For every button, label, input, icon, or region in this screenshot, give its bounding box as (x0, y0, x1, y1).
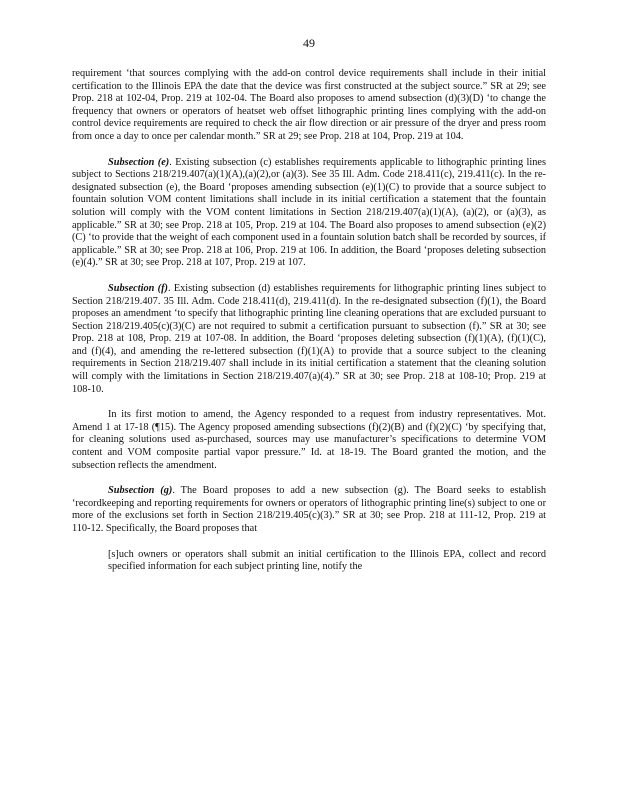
paragraph-text: . Existing subsection (d) establishes requirements for lithographic printing lines subject to Section 218/219.407. 35 Ill. Adm. Code 218.411(d), 219.411(d). In the re-designated subsection (f)(1), the Board proposes an amendment ‘to specify that lithographic printing line cleaning operations that are excluded pursuant to Section 218/219.405(c)(3)(C) are not required to submit a certification pursuant to subsection (f).” SR at 30; see Prop. 218 at 108, Prop. 219 at 107-08. In addition, the Board ‘proposes deleting subsection (f)(1)(A), (f)(1)(C), and (f)(4), and amending the re-lettered subsection (f)(1)(A) to provide that a source subject to the cleaning requirements in Section 218/219.407 shall include in its initial certification a statement that the cleaning solution will comply with the limitations in Section 218/219.407(a)(4).” SR at 30; see Prop. 218 at 108-10; Prop. 219 at 108-10. (72, 282, 546, 395)
paragraph-1 (72, 68, 546, 144)
paragraph-text: requirement ‘that sources complying with the add-on control device requirements shall include in their initial certification to the Illinois EPA the date that the device was first constructed at the subject source.” SR at 29; see Prop. 218 at 102-04, Prop. 219 at 102-04. The Board also proposes to amend subsection (d)(3)(D) ‘to change the frequency that owners or operators of heatset web offset lithographic printing lines complying with the add-on control device requirements are required to check the air flow direction or air pressure of the dryer and press room from once a day to once per calendar month.” SR at 29; see Prop. 218 at 104, Prop. 219 at 104. (72, 68, 546, 142)
subsection-label: Subsection (e) (108, 156, 170, 168)
page-number: 49 (303, 36, 315, 50)
subsection-label: Subsection (g) (108, 485, 173, 497)
paragraph-text: In its first motion to amend, the Agency responded to a request from industry representatives. Mot. Amend 1 at 17-18 (¶15). The Agency proposed amending subsections (f)(2)(B) and (f)(2)(C) ‘by specifying that, for cleaning solutions used as-purchased, sources may use manufacturer’s specifications to determine VOM content and VOM composite partial vapor pressure.” Id. at 18-19. The Board granted the motion, and the subsection reflects the amendment. (72, 409, 546, 471)
paragraph-motion-to-amend (72, 409, 546, 472)
paragraph-text: . The Board proposes to add a new subsection (g). The Board seeks to establish ‘recordkeeping and reporting requirements for owners or operators of lithographic printing line(s) subject to one or more of the exclusions set forth in Section 218/219.405(c)(3).” SR at 30; see Prop. 218 at 111-12, Prop. 219 at 110-12. Specifically, the Board proposes that (72, 485, 546, 534)
paragraph-text: . Existing subsection (c) establishes requirements applicable to lithographic printing lines subject to Sections 218/219.407(a)(1)(A),(a)(2),or (a)(3). See 35 Ill. Adm. Code 218.411(c), 219.411(c). In the re-designated subsection (e), the Board ‘proposes amending subsection (e)(1)(C) to provide that a source subject to fountain solution VOM content limitations shall include in its initial certification a statement that the fountain solution will comply with the VOM content limitations in Section 218/219.407(a)(1)(A), (a)(2), or (a)(3), as applicable.” SR at 30; see Prop. 218 at 105, Prop. 219 at 104. The Board also proposes to amend subsection (e)(2)(C) ‘to provide that the weight of each component used in a fountain solution batch shall be recorded by sources, if applicable.” SR at 30; see Prop. 218 at 106, Prop. 219 at 106. In addition, the Board ‘proposes deleting subsection (e)(4).” SR at 30; see Prop. 218 at 107, Prop. 219 at 107. (72, 156, 546, 269)
subsection-label: Subsection (f) (108, 282, 168, 294)
block-quote: [s]uch owners or operators shall submit an initial certification to the Illinois EPA, collect and record specified information for each subject printing line, notify the (108, 548, 546, 573)
paragraph-subsection-e (72, 157, 546, 270)
paragraph-subsection-g (72, 485, 546, 535)
paragraph-subsection-f (72, 283, 546, 396)
document-body (72, 68, 546, 587)
